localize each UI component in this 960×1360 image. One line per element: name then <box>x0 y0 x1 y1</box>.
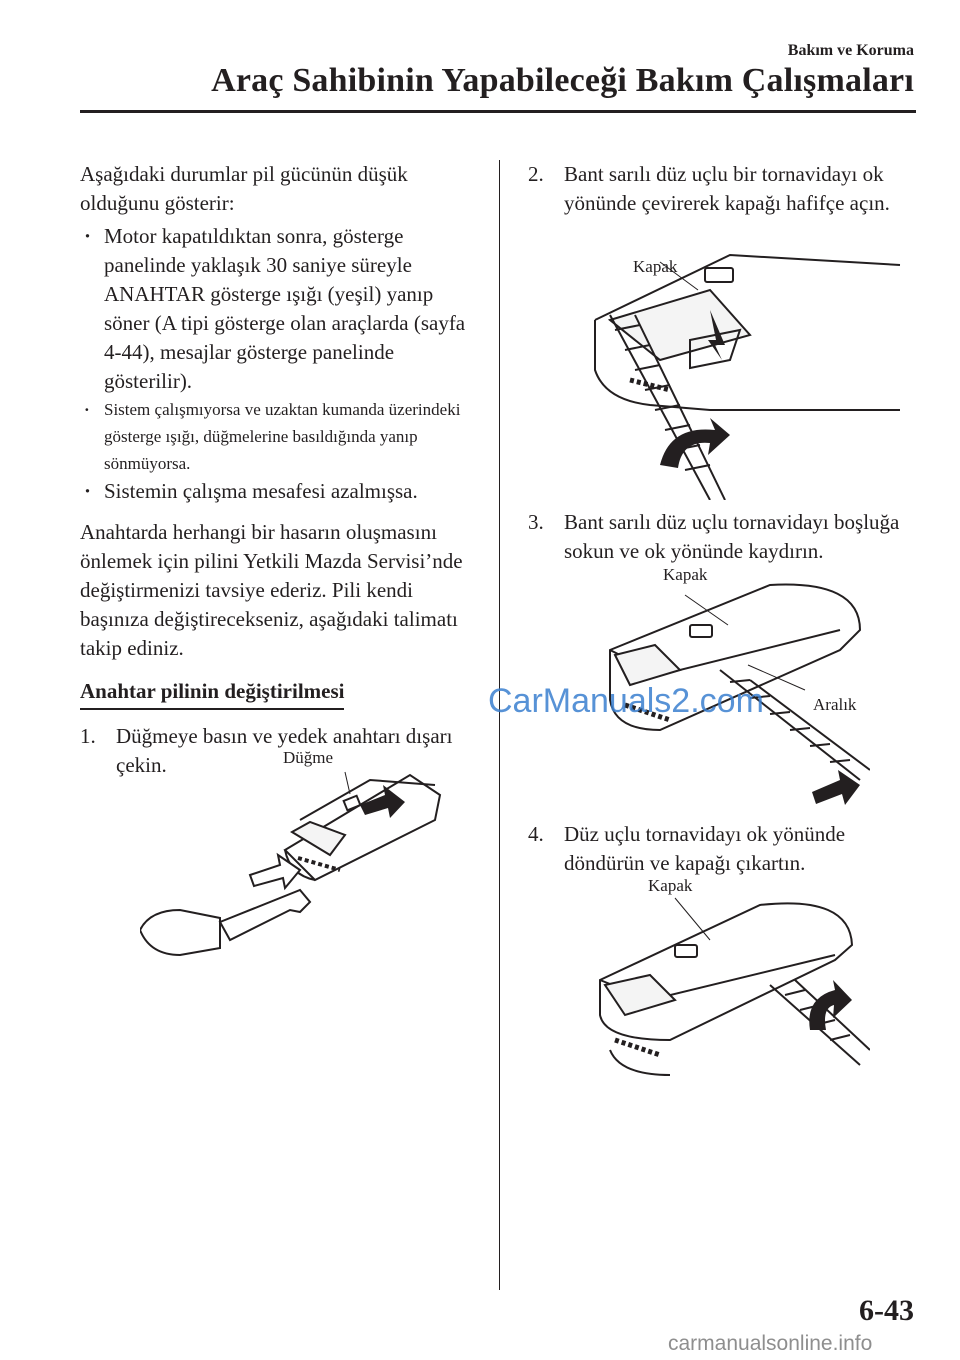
rotate-arrow-icon <box>809 980 852 1030</box>
step-text: Bant sarılı düz uçlu bir tornavidayı ok yönünde çevirerek kapağı hafifçe açın. <box>564 162 890 215</box>
callout-cover-label: Kapak <box>663 565 708 584</box>
callout-cover-label: Kapak <box>633 257 678 276</box>
key-fob-illustration <box>140 750 460 980</box>
bullet-item: · Sistem çalışmıyorsa ve uzaktan kumanda üzerindeki gösterge ışığı, düğmelerine basıldığında yanıp sönmüyorsa. <box>80 396 470 477</box>
bullet-item: · Sistemin çalışma mesafesi azalmışsa. <box>80 477 470 506</box>
section-label: Bakım ve Koruma <box>787 42 914 59</box>
bullet-item: · Motor kapatıldıktan sonra, gösterge panelinde yaklaşık 30 saniye süreyle ANAHTAR gösterge ışığı (yeşil) yanıp söner (A tipi gösterge olan araçlarda (sayfa 4-44), mesajlar gösterge panelinde gösterilir). <box>80 222 470 396</box>
fob-screwdriver-illustration <box>590 250 910 500</box>
intro-text: Aşağıdaki durumlar pil gücünün düşük olduğunu gösterir: <box>80 162 408 215</box>
step-3-block <box>528 508 918 566</box>
right-column <box>528 160 918 218</box>
step-number: 1. <box>80 724 96 748</box>
figure-key-removal <box>140 750 460 980</box>
left-column <box>80 160 470 780</box>
step-text: Düğmeye basın ve yedek anahtarı dışarı çekin. <box>116 724 453 777</box>
fob-remove-cover-illustration <box>590 890 870 1100</box>
column-divider <box>499 160 500 1290</box>
advice-text: Anahtarda herhangi bir hasarın oluşmasını önlemek için pilini Yetkili Mazda Servisi’nde değiştirmenizi tavsiye ederiz. Pili kendi başınıza değiştirecekseniz, aşağıdaki talimatı takip ediniz. <box>80 520 463 660</box>
figure-remove-cover <box>590 890 870 1100</box>
callout-gap-label: Aralık <box>813 695 857 714</box>
step-number: 4. <box>528 822 544 846</box>
step-number: 2. <box>528 162 544 186</box>
title-rule <box>80 110 916 113</box>
page-number: 6-43 <box>859 1294 914 1327</box>
subheading: Anahtar pilinin değiştirilmesi <box>80 677 344 710</box>
step-text: Düz uçlu tornavidayı ok yönünde döndürün ve kapağı çıkartın. <box>564 822 846 875</box>
page-title: Araç Sahibinin Yapabileceği Bakım Çalışmaları <box>211 62 914 99</box>
watermark: CarManuals2.com <box>488 682 764 720</box>
figure-open-cover <box>590 250 910 500</box>
footer-url[interactable]: carmanualsonline.info <box>668 1332 873 1355</box>
step-text: Bant sarılı düz uçlu tornavidayı boşluğa sokun ve ok yönünde kaydırın. <box>564 510 900 563</box>
step-number: 3. <box>528 510 544 534</box>
step-2 <box>528 160 918 218</box>
callout-cover-label: Kapak <box>648 876 693 895</box>
arrow-out-icon <box>250 855 300 888</box>
step-4 <box>528 820 918 878</box>
step-4-block <box>528 820 918 878</box>
step-3 <box>528 508 918 566</box>
callout-button-label: Düğme <box>283 748 334 767</box>
